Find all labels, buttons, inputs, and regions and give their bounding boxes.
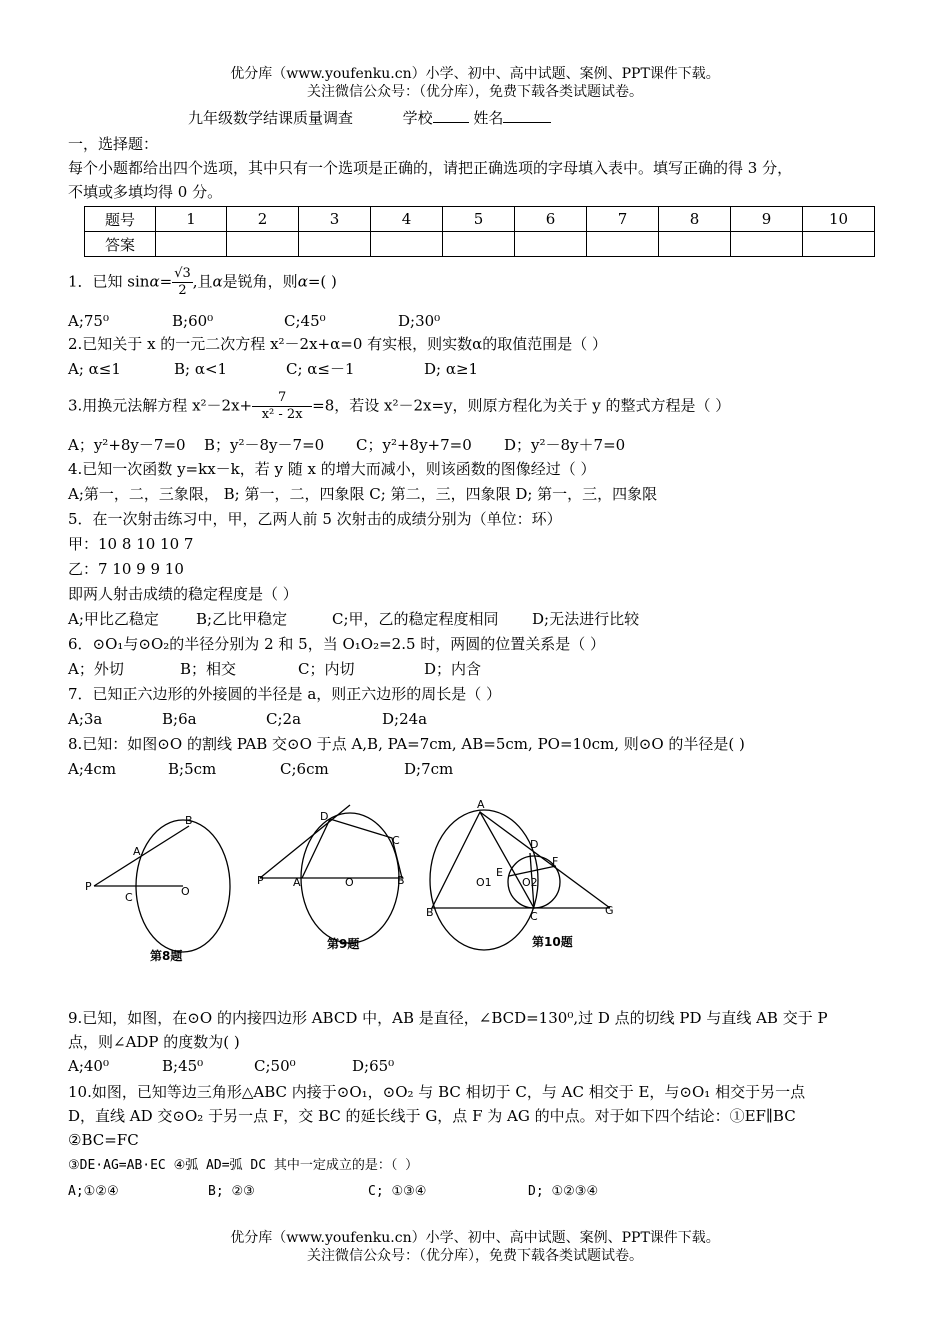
q1-option-a[interactable]: A;75⁰ xyxy=(68,312,109,330)
question-5: 5．在一次射击练习中，甲，乙两人前 5 次射击的成绩分别为（单位：环） xyxy=(68,510,562,528)
question-6: 6．⊙O₁与⊙O₂的半径分别为 2 和 5，当 O₁O₂=2.5 时，两圆的位置关系是（ ） xyxy=(68,635,606,653)
question-9-line-2: 点，则∠ADP 的度数为( ) xyxy=(68,1033,240,1051)
col-5: 5 xyxy=(443,207,515,232)
answer-cell-8[interactable] xyxy=(659,232,731,257)
fig9-label-c: C xyxy=(392,834,400,847)
q1-numerator: √3 xyxy=(174,266,191,281)
fig8-label-p: P xyxy=(85,880,92,893)
question-2: 2.已知关于 x 的一元二次方程 x²－2x+α=0 有实根，则实数α的取值范围是（ ） xyxy=(68,335,608,353)
q8-option-b[interactable]: B;5cm xyxy=(168,760,217,778)
question-8: 8.已知：如图⊙O 的割线 PAB 交⊙O 于点 A,B, PA=7cm, AB=5cm, PO=10cm, 则⊙O 的半径是( ) xyxy=(68,735,745,753)
fig9-tangent-pd xyxy=(260,805,350,878)
q1-fraction xyxy=(172,266,193,299)
exam-title: 九年级数学结课质量调查 xyxy=(188,109,354,127)
exam-title-row xyxy=(188,108,551,128)
fig9-quadrilateral xyxy=(302,819,402,878)
q5-option-d[interactable]: D;无法进行比较 xyxy=(532,610,640,628)
answer-cell-3[interactable] xyxy=(299,232,371,257)
col-7: 7 xyxy=(587,207,659,232)
col-10: 10 xyxy=(803,207,875,232)
q1-denominator: 2 xyxy=(178,283,187,298)
answer-cell-7[interactable] xyxy=(587,232,659,257)
q3-text-b: =8，若设 x²－2x=y，则原方程化为关于 y 的整式方程是（ ） xyxy=(312,396,731,415)
table-row xyxy=(85,232,875,257)
figures xyxy=(0,790,950,980)
question-10-line-1: 10.如图，已知等边三角形△ABC 内接于⊙O₁，⊙O₂ 与 BC 相切于 C，与 AC 相交于 E，与⊙O₁ 相交于另一点 xyxy=(68,1083,806,1101)
col-4: 4 xyxy=(371,207,443,232)
answer-table xyxy=(84,206,875,257)
question-10-line-2: D，直线 AD 交⊙O₂ 于另一点 F，交 BC 的延长线于 G，点 F 为 AG 的中点。对于如下四个结论：①EF∥BC xyxy=(68,1107,796,1125)
fig10-label-b: B xyxy=(426,906,434,919)
fig10-label-o2: O2 xyxy=(522,876,538,889)
q10-option-a[interactable]: A;①②④ xyxy=(68,1184,119,1199)
q1-option-b[interactable]: B;60⁰ xyxy=(172,312,214,330)
answer-cell-1[interactable] xyxy=(156,232,227,257)
section-heading: 一，选择题： xyxy=(68,135,159,153)
q9-option-c[interactable]: C;50⁰ xyxy=(254,1057,296,1075)
q1-text-a: 1．已知 sin xyxy=(68,272,150,291)
q8-option-d[interactable]: D;7cm xyxy=(404,760,454,778)
header-line-2: 关注微信公众号：（优分库），免费下载各类试题试卷。 xyxy=(307,84,643,100)
q2-option-c[interactable]: C; α≤－1 xyxy=(286,360,355,378)
row-label-number: 题号 xyxy=(85,207,156,232)
q3-denominator: x² - 2x xyxy=(261,407,303,422)
fig9-label-p: P xyxy=(257,874,264,887)
answer-cell-10[interactable] xyxy=(803,232,875,257)
q5-option-b[interactable]: B;乙比甲稳定 xyxy=(196,610,288,628)
fig8-label-a: A xyxy=(133,845,141,858)
table-row xyxy=(85,207,875,232)
q8-option-a[interactable]: A;4cm xyxy=(68,760,117,778)
col-9: 9 xyxy=(731,207,803,232)
q9-option-b[interactable]: B;45⁰ xyxy=(162,1057,204,1075)
fig10-line-ef xyxy=(509,866,556,876)
question-1 xyxy=(68,266,337,299)
q2-option-b[interactable]: B; α<1 xyxy=(174,360,228,378)
q3-text-a: 3.用换元法解方程 x²－2x+ xyxy=(68,396,253,415)
alpha-symbol: α xyxy=(297,272,308,291)
q6-option-a[interactable]: A；外切 xyxy=(68,660,124,678)
fig10-label-o1: O1 xyxy=(476,876,492,889)
q6-option-b[interactable]: B；相交 xyxy=(180,660,237,678)
q10-options xyxy=(68,1182,598,1202)
fig9-label-b: B xyxy=(397,874,405,887)
q1-option-c[interactable]: C;45⁰ xyxy=(284,312,326,330)
fig10-label-f: F xyxy=(552,855,559,868)
col-3: 3 xyxy=(299,207,371,232)
fig10-line-ag xyxy=(480,812,610,908)
q3-option-c[interactable]: C；y²+8y+7=0 xyxy=(356,436,472,454)
name-label: 姓名 xyxy=(473,109,504,127)
fig8-secant xyxy=(94,826,189,886)
q3-numerator: 7 xyxy=(252,390,312,407)
q1-option-d[interactable]: D;30⁰ xyxy=(398,312,441,330)
answer-cell-9[interactable] xyxy=(731,232,803,257)
q7-option-c[interactable]: C;2a xyxy=(266,710,302,728)
q2-options xyxy=(68,359,478,379)
fig10-label-d: D xyxy=(530,838,539,851)
q5-options xyxy=(68,609,639,629)
q3-option-d[interactable]: D；y²－8y＋7=0 xyxy=(504,436,626,454)
fig8-label-b: B xyxy=(185,814,193,827)
question-7: 7．已知正六边形的外接圆的半径是 a，则正六边形的周长是（ ） xyxy=(68,685,502,703)
fig10-label-g: G xyxy=(605,904,614,917)
header-line-1: 优分库（www.youfenku.cn）小学、初中、高中试题、案例、PPT课件下载。 xyxy=(230,66,720,82)
footer-line-1: 优分库（www.youfenku.cn）小学、初中、高中试题、案例、PPT课件下载。 xyxy=(230,1230,720,1246)
q5-option-c[interactable]: C;甲，乙的稳定程度相同 xyxy=(332,610,499,628)
q5-ask: 即两人射击成绩的稳定程度是（ ） xyxy=(68,585,298,603)
q3-option-b[interactable]: B；y²－8y－7=0 xyxy=(204,436,325,454)
q7-option-a[interactable]: A;3a xyxy=(68,710,103,728)
col-1: 1 xyxy=(156,207,227,232)
q5-option-a[interactable]: A;甲比乙稳定 xyxy=(68,610,159,628)
q5-scores-jia: 甲：10 8 10 10 7 xyxy=(68,535,194,553)
question-9-line-1: 9.已知，如图，在⊙O 的内接四边形 ABCD 中，AB 是直径，∠BCD=130⁰,过 D 点的切线 PD 与直线 AB 交于 P xyxy=(68,1009,828,1027)
alpha-symbol: α xyxy=(149,272,160,291)
fig9-caption: 第9题 xyxy=(327,937,360,951)
question-4: 4.已知一次函数 y=kx－k，若 y 随 x 的增大而减小，则该函数的图像经过（ ） xyxy=(68,460,596,478)
q1-eq: = xyxy=(159,272,173,291)
q1-text-b: ,且 xyxy=(192,272,213,291)
fig10-caption: 第10题 xyxy=(532,935,573,949)
question-3 xyxy=(68,390,730,423)
col-8: 8 xyxy=(659,207,731,232)
q8-option-c[interactable]: C;6cm xyxy=(280,760,329,778)
instructions-1: 每个小题都给出四个选项，其中只有一个选项是正确的，请把正确选项的字母填入表中。填写正确的得 3 分， xyxy=(68,159,793,177)
q2-option-a[interactable]: A; α≤1 xyxy=(68,360,121,378)
q1-text-c: 是锐角，则 xyxy=(222,272,298,291)
q7-options xyxy=(68,709,427,729)
fig10-label-e: E xyxy=(496,866,503,879)
q9-option-a[interactable]: A;40⁰ xyxy=(68,1057,109,1075)
fig9-label-o: O xyxy=(345,876,354,889)
q3-fraction xyxy=(252,390,312,423)
answer-cell-6[interactable] xyxy=(515,232,587,257)
q10-option-b[interactable]: B; ②③ xyxy=(208,1184,255,1199)
q3-option-a[interactable]: A；y²+8y－7=0 xyxy=(68,436,186,454)
q4-options[interactable]: A;第一，二，三象限， B; 第一，二，四象限 C; 第二，三，四象限 D; 第一，三，四象限 xyxy=(68,485,658,503)
fig9-label-a: A xyxy=(293,876,301,889)
footer-line-2: 关注微信公众号：（优分库），免费下载各类试题试卷。 xyxy=(307,1248,643,1264)
school-label: 学校 xyxy=(402,109,433,127)
q10-option-c[interactable]: C; ①③④ xyxy=(368,1184,427,1199)
answer-cell-2[interactable] xyxy=(227,232,299,257)
name-blank[interactable] xyxy=(503,108,551,123)
q9-options xyxy=(68,1056,394,1076)
fig10-label-a: A xyxy=(477,798,485,811)
question-10-line-4: ③DE·AG=AB·EC ④弧 AD=弧 DC 其中一定成立的是：（ ） xyxy=(68,1158,419,1173)
q2-option-d[interactable]: D; α≥1 xyxy=(424,360,479,378)
col-6: 6 xyxy=(515,207,587,232)
q9-option-d[interactable]: D;65⁰ xyxy=(352,1057,395,1075)
fig8-label-c: C xyxy=(125,891,133,904)
fig9-label-d: D xyxy=(320,810,329,823)
q8-options xyxy=(68,759,453,779)
q6-option-c[interactable]: C；内切 xyxy=(298,660,355,678)
row-label-answer: 答案 xyxy=(85,232,156,257)
q7-option-b[interactable]: B;6a xyxy=(162,710,197,728)
school-blank[interactable] xyxy=(433,108,469,123)
q1-text-d: =( ) xyxy=(307,272,337,291)
fig8-caption: 第8题 xyxy=(150,949,183,963)
fig8-label-o: O xyxy=(181,885,190,898)
answer-cell-4[interactable] xyxy=(371,232,443,257)
q5-scores-yi: 乙：7 10 9 9 10 xyxy=(68,560,184,578)
answer-cell-5[interactable] xyxy=(443,232,515,257)
q3-options xyxy=(68,435,625,455)
col-2: 2 xyxy=(227,207,299,232)
question-10-line-3: ②BC=FC xyxy=(68,1131,139,1149)
fig10-label-c: C xyxy=(530,910,538,923)
q7-option-d[interactable]: D;24a xyxy=(382,710,428,728)
instructions-2: 不填或多填均得 0 分。 xyxy=(68,183,223,201)
alpha-symbol: α xyxy=(212,272,223,291)
q6-options xyxy=(68,659,481,679)
q10-option-d[interactable]: D; ①②③④ xyxy=(528,1184,599,1199)
q6-option-d[interactable]: D；内含 xyxy=(424,660,482,678)
q1-options xyxy=(68,311,440,331)
